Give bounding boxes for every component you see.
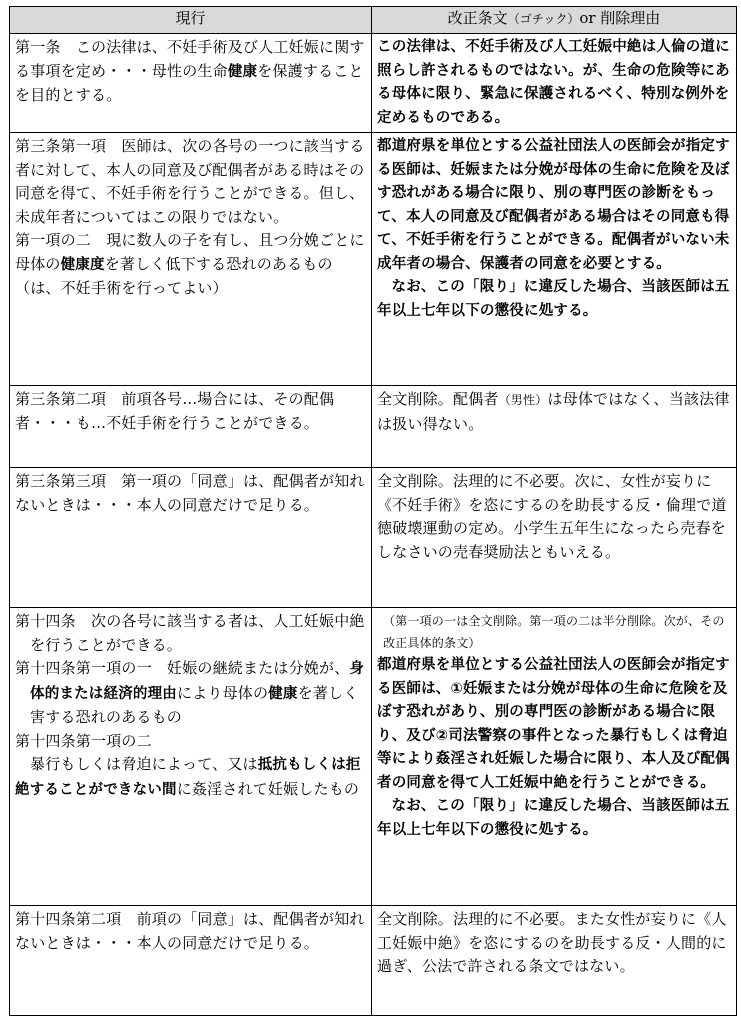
text-run: 全文削除。法理的に不必要。次に、女性が妄りに《不妊手術》を恣にするのを助長する反・倫理で道徳破壊運動の定め。小学生五年生になったら売春をしなさいの売春奨励法ともいえる。 xyxy=(377,472,727,561)
text-run: 第三条第二項 前項各号…場合には、その配偶者・・・も…不妊手術を行うことができる。 xyxy=(15,390,335,432)
text-run: に姦淫されて妊娠したもの xyxy=(176,779,360,798)
column-header-revised-prefix: 改正条文 xyxy=(447,9,508,27)
text-run: 第十四条 次の各号に該当する者は、人工妊娠中絶を行うことができる。 xyxy=(15,612,365,654)
text-run: 第一条 この法律は、不妊手術及び人工妊娠に関する事項を定め・・・母性の生命 xyxy=(15,38,365,80)
paragraph xyxy=(15,657,366,730)
paragraph xyxy=(15,908,366,955)
text-run: 全文削除。法理的に不必要。また女性が妄りに《人工妊娠中絶》を恣にするのを助長する反・人間的に過ぎ、公法で許される条文ではない。 xyxy=(377,910,727,975)
revised-article-cell xyxy=(372,133,737,386)
text-run-bold: 健康 xyxy=(227,63,258,80)
table-row xyxy=(10,468,737,608)
text-run: 第三条第一項 医師は、次の各号の一つに該当する者に対して、本人の同意及び配偶者がある時はその同意を得て、不妊手術を行うことができる。但し、未成年者についてはこの限りではない。 xyxy=(15,137,365,226)
paragraph xyxy=(15,753,366,802)
paragraph xyxy=(15,229,366,301)
paragraph xyxy=(377,36,731,130)
text-run-bold: 抵抗もしくは拒絶することができない間 xyxy=(15,757,361,798)
column-header-revised-suffix: or 削除理由 xyxy=(579,9,661,27)
text-run-bold: 健康度 xyxy=(60,256,105,273)
paragraph xyxy=(15,388,366,435)
text-run-bold: 都道府県を単位とする公益社団法人の医師会が指定する医師は、①妊娠または分娩が母体の生命に危険を及ぼす恐れがあり、別の専門医の診断がある場合に限り、及び②司法警察の事件となった暴行もしくは脅迫等により姦淫され妊娠した場合に限り、本人及び配偶者の同意を得て人工妊娠中絶を行うことができる。 xyxy=(377,657,730,791)
table-row xyxy=(10,906,737,1016)
paragraph xyxy=(377,470,731,564)
text-run-small: （男性） xyxy=(498,393,548,407)
text-run-bold: 身体的または経済的理由 xyxy=(30,661,365,702)
text-run: 第一項の二 現に数人の子を有し、且つ分娩ごとに母体の xyxy=(15,231,365,273)
text-run: 全文削除。配偶者 xyxy=(377,390,499,408)
paragraph xyxy=(377,276,731,323)
current-article-cell xyxy=(10,133,372,386)
column-header-current: 現行 xyxy=(10,7,372,34)
amendment-comparison-table xyxy=(9,6,737,1016)
column-header-revised xyxy=(372,7,737,34)
text-run: 第三条第三項 第一項の「同意」は、配偶者が知れないときは・・・本人の同意だけで足りる。 xyxy=(15,472,365,514)
paragraph xyxy=(377,388,731,436)
table-row xyxy=(10,133,737,386)
text-run: 第十四条第一項の一 妊娠の継続または分娩が、 xyxy=(15,659,350,677)
paragraph xyxy=(15,470,366,517)
table-row xyxy=(10,34,737,133)
column-header-revised-note: （ゴチック） xyxy=(507,12,580,26)
text-run-bold: 都道府県を単位とする公益社団法人の医師会が指定する医師は、妊娠または分娩が母体の生命に危険を及ぼす恐れがある場合に限り、別の専門医の診断をもって、本人の同意及び配偶者がある場合はその同意も得て、不妊手術を行うことができる。配偶者がいない未成年者の場合、保護者の同意を必要とする。 xyxy=(377,138,730,272)
text-run: 第十四条第二項 前項の「同意」は、配偶者が知れないときは・・・本人の同意だけで足りる。 xyxy=(15,910,365,952)
current-article-cell xyxy=(10,386,372,468)
text-run: を保護することを目的とする。 xyxy=(15,61,364,104)
table-header-row xyxy=(10,7,737,34)
text-run: を著しく低下する恐れのあるもの（は、不妊手術を行ってよい） xyxy=(15,254,333,297)
paragraph xyxy=(377,610,731,654)
revised-article-cell xyxy=(372,608,737,906)
paragraph xyxy=(377,135,731,276)
text-run: により母体の xyxy=(177,683,269,702)
paragraph xyxy=(15,730,366,754)
revised-article-cell xyxy=(372,468,737,608)
paragraph xyxy=(15,36,366,108)
text-run-bold: 健康 xyxy=(268,685,298,702)
text-run-small: （第一項の一は全文削除。第一項の二は半分削除。次が、その改正具体的条文） xyxy=(383,614,725,650)
current-article-cell xyxy=(10,906,372,1016)
paragraph xyxy=(377,795,731,842)
revised-article-cell xyxy=(372,906,737,1016)
revised-article-cell xyxy=(372,386,737,468)
current-article-cell xyxy=(10,468,372,608)
paragraph xyxy=(377,908,731,979)
text-run: 暴行もしくは脅迫によって、又は xyxy=(30,755,258,773)
paragraph xyxy=(15,135,366,229)
current-article-cell xyxy=(10,34,372,133)
table-row xyxy=(10,608,737,906)
text-run: は母体ではなく、当該法律は扱い得ない。 xyxy=(377,390,730,433)
revised-article-cell xyxy=(372,34,737,133)
text-run-bold: なお、この「限り」に違反した場合、当該医師は五年以上七年以下の懲役に処する。 xyxy=(377,798,730,838)
table-row xyxy=(10,386,737,468)
text-run: を著しく害する恐れのあるもの xyxy=(30,683,359,726)
current-article-cell xyxy=(10,608,372,906)
text-run: 第十四条第一項の二 xyxy=(15,731,152,750)
paragraph xyxy=(15,610,366,657)
paragraph xyxy=(377,654,731,795)
text-run-bold: この法律は、不妊手術及び人工妊娠中絶は人倫の道に照らし許されるものではない。が、生命の危険等にある母体に限り、緊急に保護されるべく、特別な例外を定めるものである。 xyxy=(377,39,730,126)
text-run-bold: なお、この「限り」に違反した場合、当該医師は五年以上七年以下の懲役に処する。 xyxy=(377,279,730,319)
